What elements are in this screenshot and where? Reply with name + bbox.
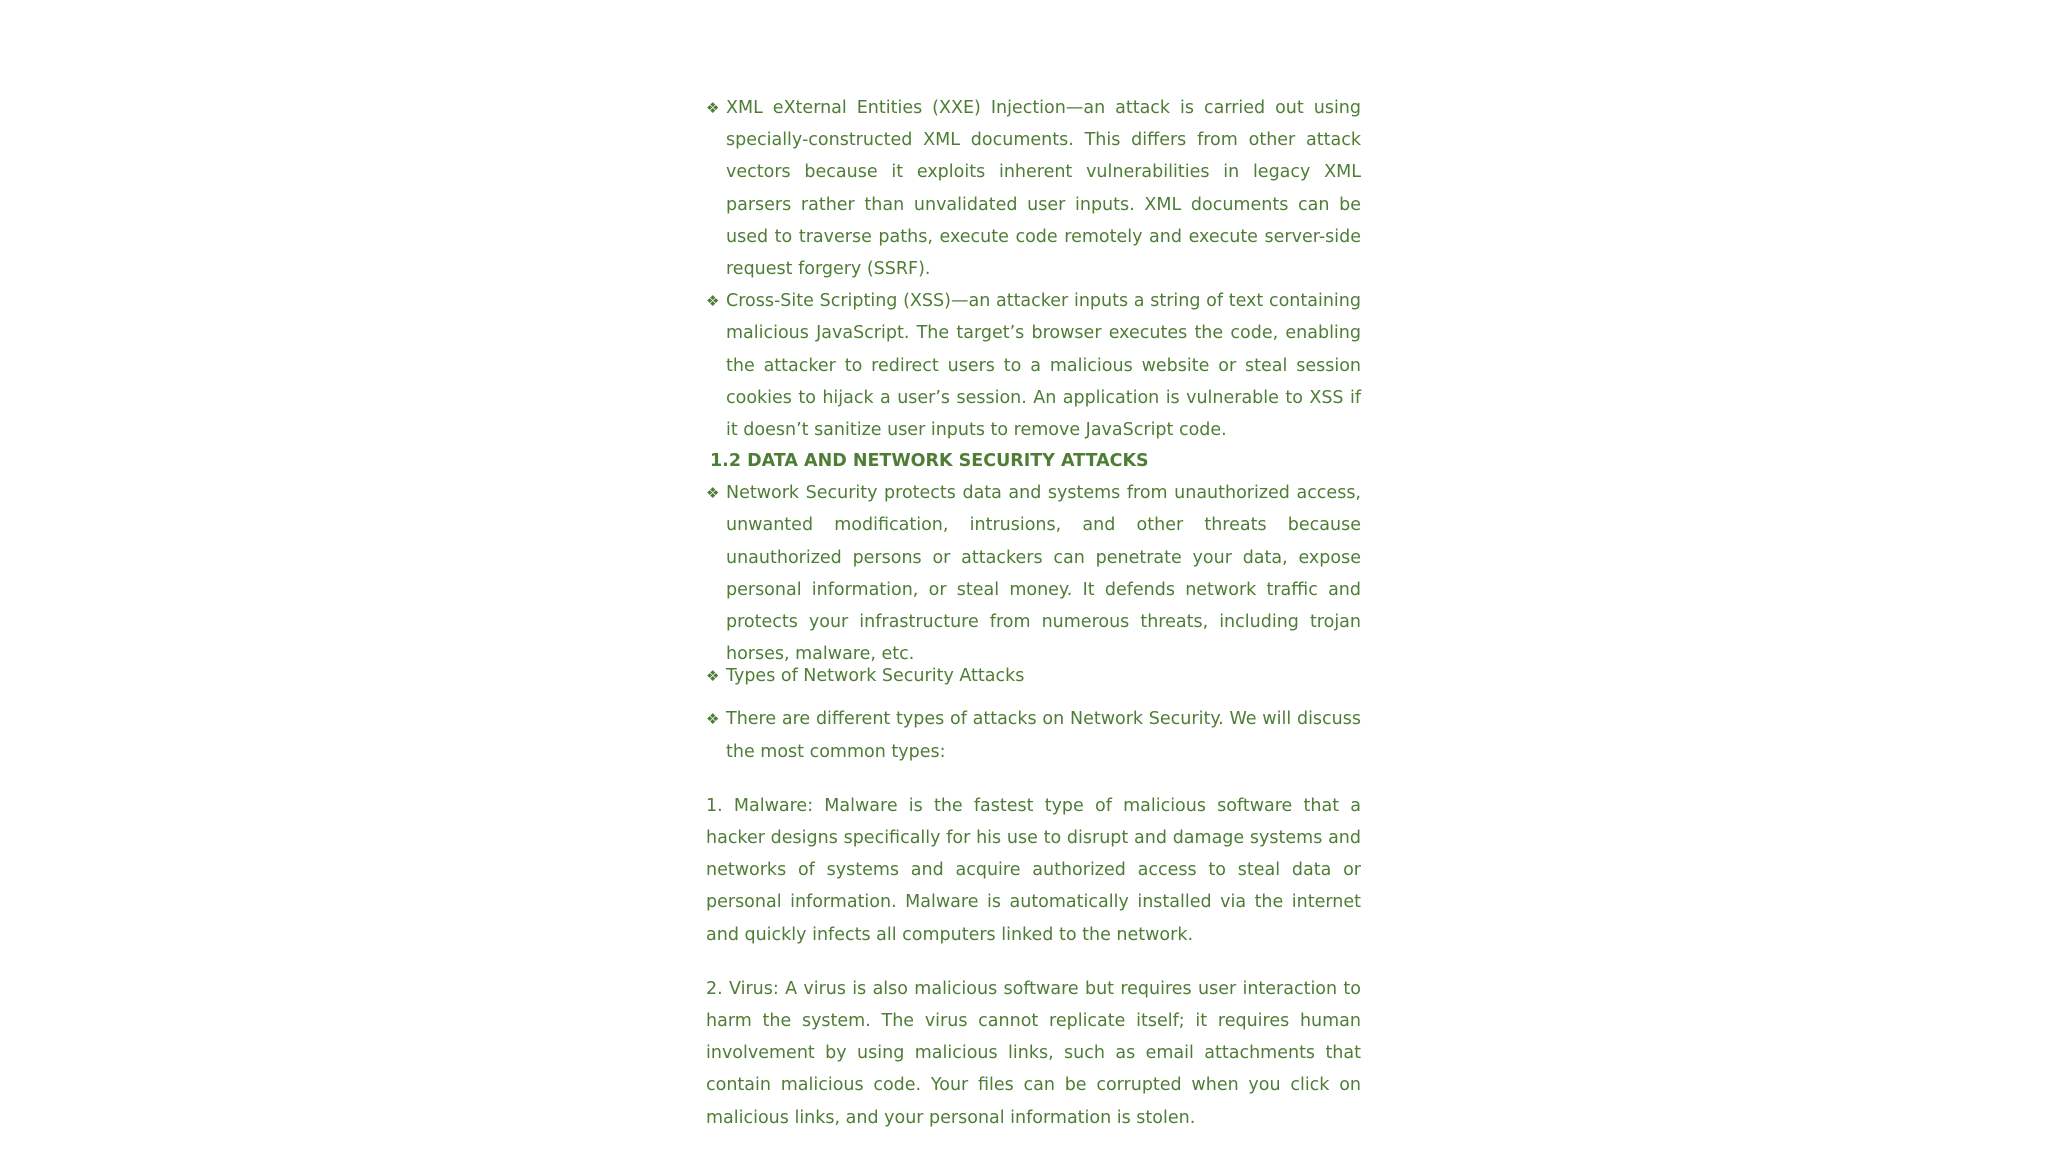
bullet-diamond-icon: ❖ <box>706 484 720 503</box>
bullet-diamond-icon: ❖ <box>706 99 720 117</box>
bullet-item-different-types <box>706 703 1361 767</box>
paragraph-virus: 2. Virus: A virus is also malicious software but requires user interaction to harm the system. The virus cannot replicate itself; it requires human involvement by using malicious links, such as email attachments that contain malicious code. Your files can be corrupted when you click on malicious links, and your personal information is stolen. <box>706 978 1361 1128</box>
bullet-text: Cross-Site Scripting (XSS)—an attacker inputs a string of text containing malicious JavaScript. The target’s browser executes the code, enabling the attacker to redirect users to a malicious website or steal session cookies to hijack a user’s session. An application is vulnerable to XSS if it doesn’t sanitize user inputs to remove JavaScript code. <box>726 291 1361 441</box>
bullet-text: Network Security protects data and systems from unauthorized access, unwanted modification, intrusions, and other threats because unauthorized persons or attackers can penetrate your data, expose personal information, or steal money. It defends network traffic and protects your infrastructure from numerous threats, including trojan horses, malware, etc. <box>726 483 1361 665</box>
bullet-text: XML eXternal Entities (XXE) Injection—an attack is carried out using specially-constructed XML documents. This differs from other attack vectors because it exploits inherent vulnerabilities in legacy XML parsers rather than unvalidated user inputs. XML documents can be used to traverse paths, execute code remotely and execute server-side request forgery (SSRF). <box>726 98 1361 280</box>
bullet-text: Types of Network Security Attacks <box>726 666 1025 687</box>
bullet-diamond-icon: ❖ <box>706 710 720 729</box>
section-heading: 1.2 DATA AND NETWORK SECURITY ATTACKS <box>710 451 1149 472</box>
paragraph-malware: 1. Malware: Malware is the fastest type of malicious software that a hacker designs specifically for his use to disrupt and damage systems and networks of systems and acquire authorized access to steal data or personal information. Malware is automatically installed via the internet and quickly infects all computers linked to the network. <box>706 795 1361 945</box>
bullet-item-types <box>706 665 1361 687</box>
bullet-item-network-security <box>706 477 1361 670</box>
spacer <box>706 951 1361 973</box>
spacer <box>706 687 1361 703</box>
bullet-item-xxe <box>706 92 1361 285</box>
bullet-diamond-icon: ❖ <box>706 292 720 311</box>
bullet-diamond-icon: ❖ <box>706 667 720 686</box>
document-page <box>706 92 1361 1134</box>
spacer <box>706 768 1361 790</box>
bullet-item-xss <box>706 285 1361 446</box>
bullet-text: There are different types of attacks on Network Security. We will discuss the most common types: <box>726 709 1361 762</box>
